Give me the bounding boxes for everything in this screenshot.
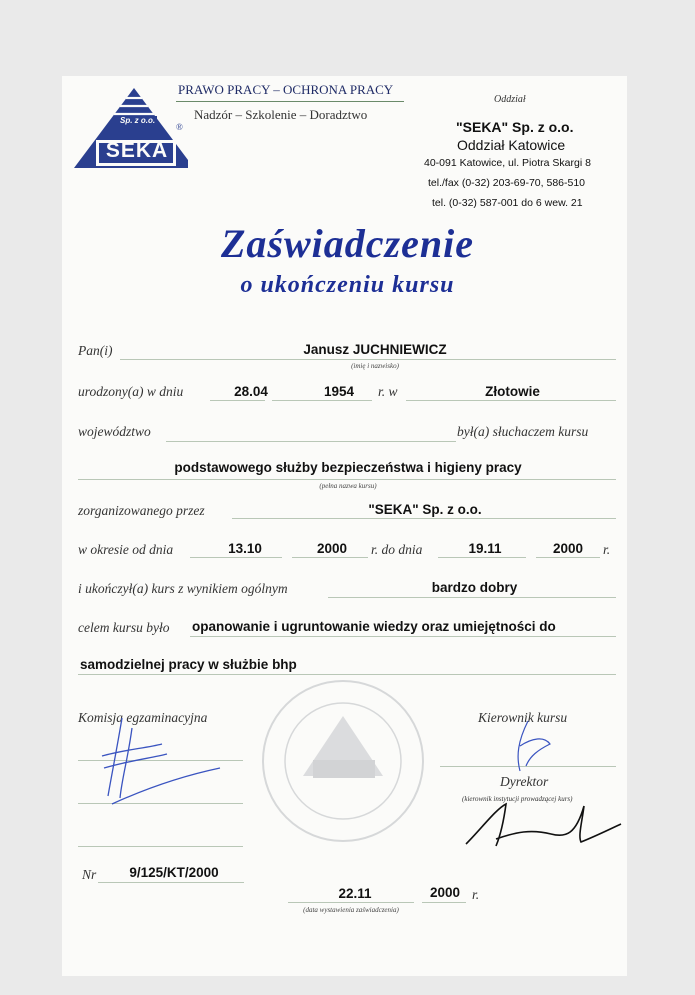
- telephone: tel. (0-32) 587-001 do 6 wew. 21: [432, 197, 583, 209]
- telfax: tel./fax (0-32) 203-69-70, 586-510: [428, 177, 586, 189]
- name-value: Janusz JUCHNIEWICZ: [303, 342, 447, 357]
- voivodeship-label: województwo: [78, 424, 151, 439]
- course-name: podstawowego służby bezpieczeństwa i higieny pracy: [174, 460, 522, 475]
- director-label: Dyrektor: [500, 774, 549, 789]
- organizer-label: zorganizowanego przez: [78, 503, 205, 518]
- tagline-secondary: Nadzór – Szkolenie – Doradztwo: [194, 107, 368, 122]
- name-caption: (imię i nazwisko): [351, 362, 399, 370]
- number-label: Nr: [82, 867, 97, 882]
- tagline-primary: PRAWO PRACY – OCHRONA PRACY: [178, 82, 394, 97]
- born-day: 28.04: [234, 384, 268, 399]
- to-label: r. do dnia: [371, 542, 423, 557]
- goal-line-2: samodzielnej pracy w służbie bhp: [80, 657, 297, 672]
- from-day: 13.10: [228, 541, 262, 556]
- branch-name: Oddział Katowice: [457, 137, 566, 153]
- issue-day: 22.11: [338, 886, 372, 901]
- logo-subtitle: Sp. z o.o.: [120, 116, 156, 125]
- goal-label: celem kursu było: [78, 620, 170, 635]
- issue-year-r: r.: [472, 887, 480, 902]
- course-caption: (pełna nazwa kursu): [319, 482, 377, 490]
- from-year: 2000: [316, 541, 348, 556]
- issue-year: 2000: [429, 885, 461, 900]
- company-name: "SEKA" Sp. z o.o.: [456, 119, 574, 135]
- to-year-r: r.: [603, 542, 611, 557]
- to-day: 19.11: [468, 541, 502, 556]
- document-subtitle: o ukończeniu kursu: [240, 272, 455, 298]
- pan-label: Pan(i): [78, 343, 113, 358]
- commission-signature-icon: [92, 708, 232, 808]
- organizer-value: "SEKA" Sp. z o.o.: [368, 502, 482, 517]
- born-place: Złotowie: [485, 384, 540, 399]
- result-value: bardzo dobry: [431, 580, 518, 595]
- director-signature-icon: [456, 784, 626, 854]
- document-title: Zaświadczenie: [221, 221, 474, 266]
- to-year: 2000: [552, 541, 584, 556]
- address: 40-091 Katowice, ul. Piotra Skargi 8: [424, 157, 591, 169]
- born-r-label: r. w: [378, 384, 398, 399]
- goal-line-1: opanowanie i ugruntowanie wiedzy oraz umiejętności do: [192, 619, 556, 634]
- logo-name: SEKA: [105, 139, 169, 162]
- listener-label: był(a) słuchaczem kursu: [457, 424, 589, 439]
- certificate-number: 9/125/KT/2000: [129, 865, 219, 880]
- commission-label: Komisja egzaminacyjna: [78, 710, 208, 725]
- manager-label: Kierownik kursu: [478, 710, 568, 725]
- period-label: w okresie od dnia: [78, 542, 174, 557]
- round-stamp-icon: [258, 676, 428, 846]
- tagline-divider: [176, 101, 404, 102]
- issue-caption: (data wystawienia zaświadczenia): [303, 906, 399, 914]
- manager-signature-icon: [508, 716, 558, 776]
- seka-logo: [68, 82, 188, 172]
- born-year: 1954: [323, 384, 355, 399]
- branch-script: Oddział: [494, 94, 526, 105]
- born-label: urodzony(a) w dniu: [78, 384, 184, 399]
- registered-mark: ®: [176, 122, 183, 132]
- director-caption: (kierownik instytucji prowadzącej kurs): [462, 795, 573, 803]
- result-label: i ukończył(a) kurs z wynikiem ogólnym: [78, 581, 288, 596]
